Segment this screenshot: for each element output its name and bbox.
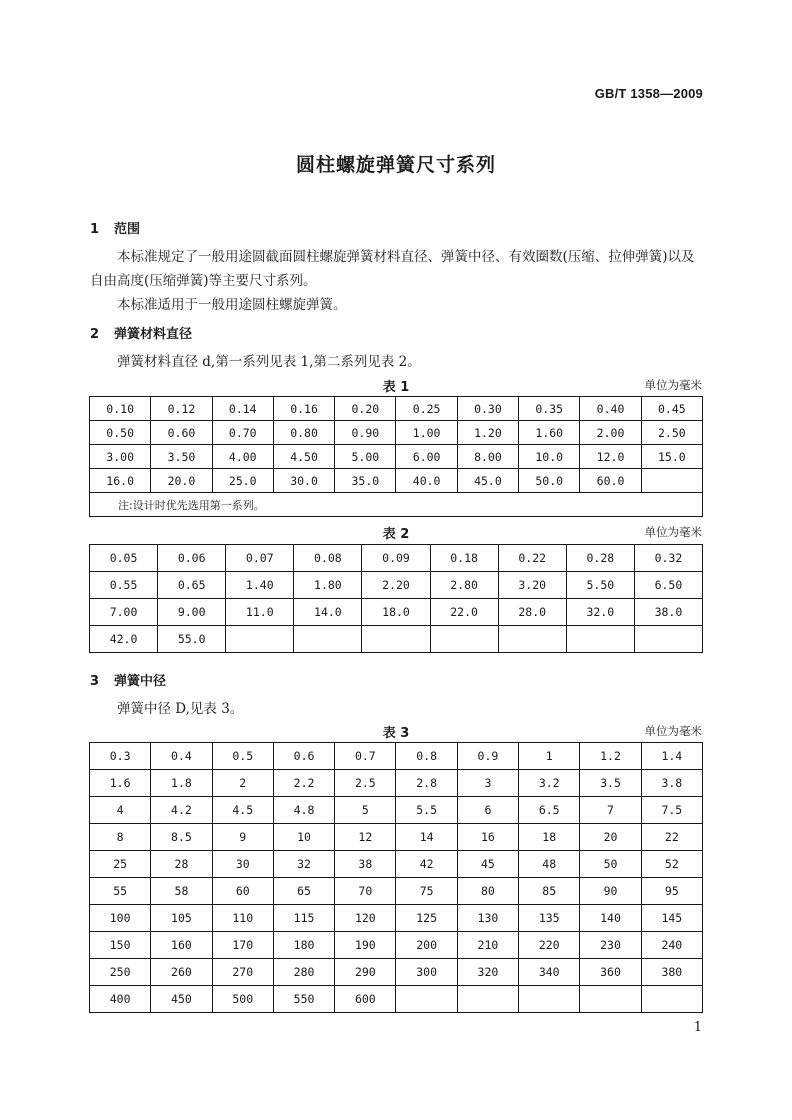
- table-cell: 90: [580, 878, 641, 905]
- table-cell: 6.50: [634, 572, 702, 599]
- table-cell: 8: [90, 824, 151, 851]
- section-2-heading: [90, 323, 192, 342]
- table-cell: 190: [335, 932, 396, 959]
- table-cell: 10.0: [519, 445, 580, 469]
- table-cell: 140: [580, 905, 641, 932]
- table-cell: [634, 626, 702, 653]
- table-cell: 40.0: [396, 469, 457, 493]
- table-cell: 22.0: [430, 599, 498, 626]
- table-cell: 9: [212, 824, 273, 851]
- table-cell: 0.80: [273, 421, 334, 445]
- table-cell: 4.50: [273, 445, 334, 469]
- table-cell: 200: [396, 932, 457, 959]
- table-cell: 105: [151, 905, 212, 932]
- table-cell: 7.00: [90, 599, 158, 626]
- table-cell: 160: [151, 932, 212, 959]
- paragraph: [90, 350, 704, 374]
- table-3: [89, 742, 703, 1013]
- section-number: 1: [90, 222, 100, 237]
- table-cell: 58: [151, 878, 212, 905]
- table-cell: 2.5: [335, 770, 396, 797]
- table-cell: 4: [90, 797, 151, 824]
- table-cell: 0.06: [158, 545, 226, 572]
- table-cell: 4.2: [151, 797, 212, 824]
- table-cell: 340: [519, 959, 580, 986]
- table-cell: 0.70: [212, 421, 273, 445]
- table-cell: 250: [90, 959, 151, 986]
- table-row: [90, 545, 703, 572]
- table-cell: 32: [273, 851, 334, 878]
- table-cell: 1.80: [294, 572, 362, 599]
- table-cell: 9.00: [158, 599, 226, 626]
- table-cell: 0.4: [151, 743, 212, 770]
- table-3-unit: 单位为毫米: [644, 724, 702, 738]
- section-2-body: [90, 350, 704, 374]
- table-cell: 20: [580, 824, 641, 851]
- table-cell: 3.8: [641, 770, 702, 797]
- table-cell: 0.30: [457, 397, 518, 421]
- table-cell: 15.0: [641, 445, 702, 469]
- table-2-caption: 表 2: [382, 527, 410, 542]
- table-cell: 1.6: [90, 770, 151, 797]
- table-cell: 5.5: [396, 797, 457, 824]
- table-cell: 14: [396, 824, 457, 851]
- table-cell: 0.22: [498, 545, 566, 572]
- table-cell: [226, 626, 294, 653]
- table-row: [90, 421, 703, 445]
- table-2: [89, 544, 703, 653]
- table-cell: 95: [641, 878, 702, 905]
- paragraph-text: 本标准适用于一般用途圆柱螺旋弹簧。: [117, 297, 347, 313]
- table-cell: 32.0: [566, 599, 634, 626]
- table-cell: 60: [212, 878, 273, 905]
- table-cell: 7.5: [641, 797, 702, 824]
- table-cell: 600: [335, 986, 396, 1013]
- table-cell: 25.0: [212, 469, 273, 493]
- table-cell: 0.28: [566, 545, 634, 572]
- table-cell: 8.00: [457, 445, 518, 469]
- table-cell: 0.12: [151, 397, 212, 421]
- table-cell: 400: [90, 986, 151, 1013]
- table-cell: 0.3: [90, 743, 151, 770]
- table-row: [90, 986, 703, 1013]
- table-cell: 0.60: [151, 421, 212, 445]
- table-cell: 70: [335, 878, 396, 905]
- table-cell: 500: [212, 986, 273, 1013]
- table-cell: 220: [519, 932, 580, 959]
- paragraph: [90, 697, 704, 721]
- table-2-body: [90, 545, 703, 653]
- table-cell: 260: [151, 959, 212, 986]
- table-cell: 2.8: [396, 770, 457, 797]
- table-row: [90, 599, 703, 626]
- section-title: 弹簧中径: [114, 674, 167, 689]
- table-cell: 550: [273, 986, 334, 1013]
- table-cell: 52: [641, 851, 702, 878]
- table-row: [90, 878, 703, 905]
- table-2-unit: 单位为毫米: [644, 525, 702, 539]
- table-cell: 35.0: [335, 469, 396, 493]
- table-cell: [362, 626, 430, 653]
- table-cell: 38.0: [634, 599, 702, 626]
- table-1-caption: 表 1: [382, 380, 410, 395]
- table-cell: 3.50: [151, 445, 212, 469]
- table-cell: 1.8: [151, 770, 212, 797]
- table-cell: 0.65: [158, 572, 226, 599]
- table-cell: 380: [641, 959, 702, 986]
- table-cell: 0.8: [396, 743, 457, 770]
- table-cell: [457, 986, 518, 1013]
- table-cell: 3.2: [519, 770, 580, 797]
- table-cell: 28: [151, 851, 212, 878]
- table-row: [90, 572, 703, 599]
- table-row: [90, 743, 703, 770]
- table-cell: 0.07: [226, 545, 294, 572]
- table-cell: 210: [457, 932, 518, 959]
- table-cell: 1.4: [641, 743, 702, 770]
- table-cell: 4.00: [212, 445, 273, 469]
- table-cell: 3.00: [90, 445, 151, 469]
- table-row: [90, 770, 703, 797]
- table-cell: 280: [273, 959, 334, 986]
- table-cell: 0.6: [273, 743, 334, 770]
- table-cell: 0.45: [641, 397, 702, 421]
- table-cell: 0.32: [634, 545, 702, 572]
- table-cell: [641, 986, 702, 1013]
- table-cell: 450: [151, 986, 212, 1013]
- table-cell: 6.00: [396, 445, 457, 469]
- table-cell: 3.20: [498, 572, 566, 599]
- table-cell: 2.20: [362, 572, 430, 599]
- table-cell: 130: [457, 905, 518, 932]
- table-cell: 11.0: [226, 599, 294, 626]
- table-note: 注:设计时优先选用第一系列。: [90, 493, 703, 517]
- paragraph: [90, 269, 704, 293]
- table-cell: 5.00: [335, 445, 396, 469]
- table-cell: 50.0: [519, 469, 580, 493]
- table-cell: 0.05: [90, 545, 158, 572]
- table-cell: 0.50: [90, 421, 151, 445]
- table-cell: 170: [212, 932, 273, 959]
- section-1-heading: [90, 218, 140, 237]
- table-cell: 0.55: [90, 572, 158, 599]
- table-row: [90, 397, 703, 421]
- table-row: [90, 626, 703, 653]
- page-number: 1: [693, 1020, 702, 1035]
- table-cell: 10: [273, 824, 334, 851]
- paragraph: [90, 293, 704, 317]
- table-row: [90, 469, 703, 493]
- paragraph-text: 自由高度(压缩弹簧)等主要尺寸系列。: [90, 273, 317, 289]
- table-cell: 1.00: [396, 421, 457, 445]
- standard-code: GB/T 1358—2009: [594, 86, 703, 101]
- table-cell: 42: [396, 851, 457, 878]
- table-cell: 55: [90, 878, 151, 905]
- table-cell: 1.40: [226, 572, 294, 599]
- section-title: 范围: [114, 222, 141, 237]
- table-row: [90, 797, 703, 824]
- table-cell: 240: [641, 932, 702, 959]
- table-cell: 110: [212, 905, 273, 932]
- section-3-heading: [90, 670, 166, 689]
- table-row: [90, 851, 703, 878]
- table-cell: 85: [519, 878, 580, 905]
- table-cell: [498, 626, 566, 653]
- table-cell: 0.18: [430, 545, 498, 572]
- table-cell: 2.50: [641, 421, 702, 445]
- table-cell: 5: [335, 797, 396, 824]
- table-cell: 6.5: [519, 797, 580, 824]
- table-cell: 1.60: [519, 421, 580, 445]
- table-cell: 0.7: [335, 743, 396, 770]
- table-3-body: [90, 743, 703, 1013]
- table-cell: [396, 986, 457, 1013]
- table-3-caption: 表 3: [382, 726, 410, 741]
- table-cell: 20.0: [151, 469, 212, 493]
- table-cell: 5.50: [566, 572, 634, 599]
- paragraph-text: 弹簧中径 D,见表 3。: [117, 701, 244, 717]
- table-cell: 18.0: [362, 599, 430, 626]
- table-cell: 22: [641, 824, 702, 851]
- table-row: [90, 905, 703, 932]
- table-cell: 290: [335, 959, 396, 986]
- table-cell: 230: [580, 932, 641, 959]
- table-cell: [430, 626, 498, 653]
- table-cell: 16: [457, 824, 518, 851]
- section-number: 3: [90, 674, 100, 689]
- table-row: [90, 959, 703, 986]
- table-cell: [580, 986, 641, 1013]
- table-cell: [641, 469, 702, 493]
- table-cell: 360: [580, 959, 641, 986]
- table-cell: 75: [396, 878, 457, 905]
- table-cell: 2.80: [430, 572, 498, 599]
- table-cell: 50: [580, 851, 641, 878]
- table-cell: 0.35: [519, 397, 580, 421]
- table-cell: 38: [335, 851, 396, 878]
- table-cell: 16.0: [90, 469, 151, 493]
- table-cell: 80: [457, 878, 518, 905]
- table-note-row: [90, 493, 703, 517]
- table-cell: 7: [580, 797, 641, 824]
- table-row: [90, 445, 703, 469]
- section-title: 弹簧材料直径: [114, 327, 193, 342]
- table-cell: 2.2: [273, 770, 334, 797]
- table-cell: 0.10: [90, 397, 151, 421]
- table-cell: 12.0: [580, 445, 641, 469]
- table-cell: 4.8: [273, 797, 334, 824]
- table-cell: 1.2: [580, 743, 641, 770]
- table-cell: [519, 986, 580, 1013]
- table-cell: 18: [519, 824, 580, 851]
- table-cell: 1.20: [457, 421, 518, 445]
- table-cell: 270: [212, 959, 273, 986]
- table-cell: 45: [457, 851, 518, 878]
- table-cell: 1: [519, 743, 580, 770]
- table-cell: 0.90: [335, 421, 396, 445]
- table-cell: 65: [273, 878, 334, 905]
- table-cell: [566, 626, 634, 653]
- table-cell: 30.0: [273, 469, 334, 493]
- table-cell: 60.0: [580, 469, 641, 493]
- table-cell: 150: [90, 932, 151, 959]
- table-cell: 30: [212, 851, 273, 878]
- section-3-body: [90, 697, 704, 721]
- table-row: [90, 824, 703, 851]
- table-cell: 115: [273, 905, 334, 932]
- paragraph-text: 本标准规定了一般用途圆截面圆柱螺旋弹簧材料直径、弹簧中径、有效圈数(压缩、拉伸弹簧)以及: [117, 249, 695, 265]
- section-1-body: [90, 245, 704, 317]
- table-cell: 120: [335, 905, 396, 932]
- table-cell: 320: [457, 959, 518, 986]
- table-cell: [294, 626, 362, 653]
- section-number: 2: [90, 327, 100, 342]
- table-cell: 0.20: [335, 397, 396, 421]
- table-cell: 25: [90, 851, 151, 878]
- table-1-body: [90, 397, 703, 517]
- table-cell: 42.0: [90, 626, 158, 653]
- table-cell: 100: [90, 905, 151, 932]
- table-cell: 145: [641, 905, 702, 932]
- table-cell: 8.5: [151, 824, 212, 851]
- paragraph: [90, 245, 704, 269]
- table-cell: 2.00: [580, 421, 641, 445]
- table-1: [89, 396, 703, 517]
- table-cell: 0.25: [396, 397, 457, 421]
- table-cell: 3.5: [580, 770, 641, 797]
- table-cell: 125: [396, 905, 457, 932]
- table-cell: 28.0: [498, 599, 566, 626]
- table-cell: 300: [396, 959, 457, 986]
- table-cell: 0.16: [273, 397, 334, 421]
- table-cell: 4.5: [212, 797, 273, 824]
- table-cell: 6: [457, 797, 518, 824]
- table-cell: 0.08: [294, 545, 362, 572]
- table-1-unit: 单位为毫米: [644, 378, 702, 392]
- table-cell: 0.9: [457, 743, 518, 770]
- table-cell: 180: [273, 932, 334, 959]
- table-cell: 12: [335, 824, 396, 851]
- table-cell: 0.40: [580, 397, 641, 421]
- document-title: 圆柱螺旋弹簧尺寸系列: [295, 154, 496, 176]
- table-cell: 2: [212, 770, 273, 797]
- table-cell: 0.5: [212, 743, 273, 770]
- table-cell: 14.0: [294, 599, 362, 626]
- table-cell: 48: [519, 851, 580, 878]
- table-cell: 45.0: [457, 469, 518, 493]
- table-cell: 0.09: [362, 545, 430, 572]
- paragraph-text: 弹簧材料直径 d,第一系列见表 1,第二系列见表 2。: [117, 354, 421, 370]
- table-cell: 135: [519, 905, 580, 932]
- table-cell: 55.0: [158, 626, 226, 653]
- table-cell: 3: [457, 770, 518, 797]
- table-cell: 0.14: [212, 397, 273, 421]
- table-row: [90, 932, 703, 959]
